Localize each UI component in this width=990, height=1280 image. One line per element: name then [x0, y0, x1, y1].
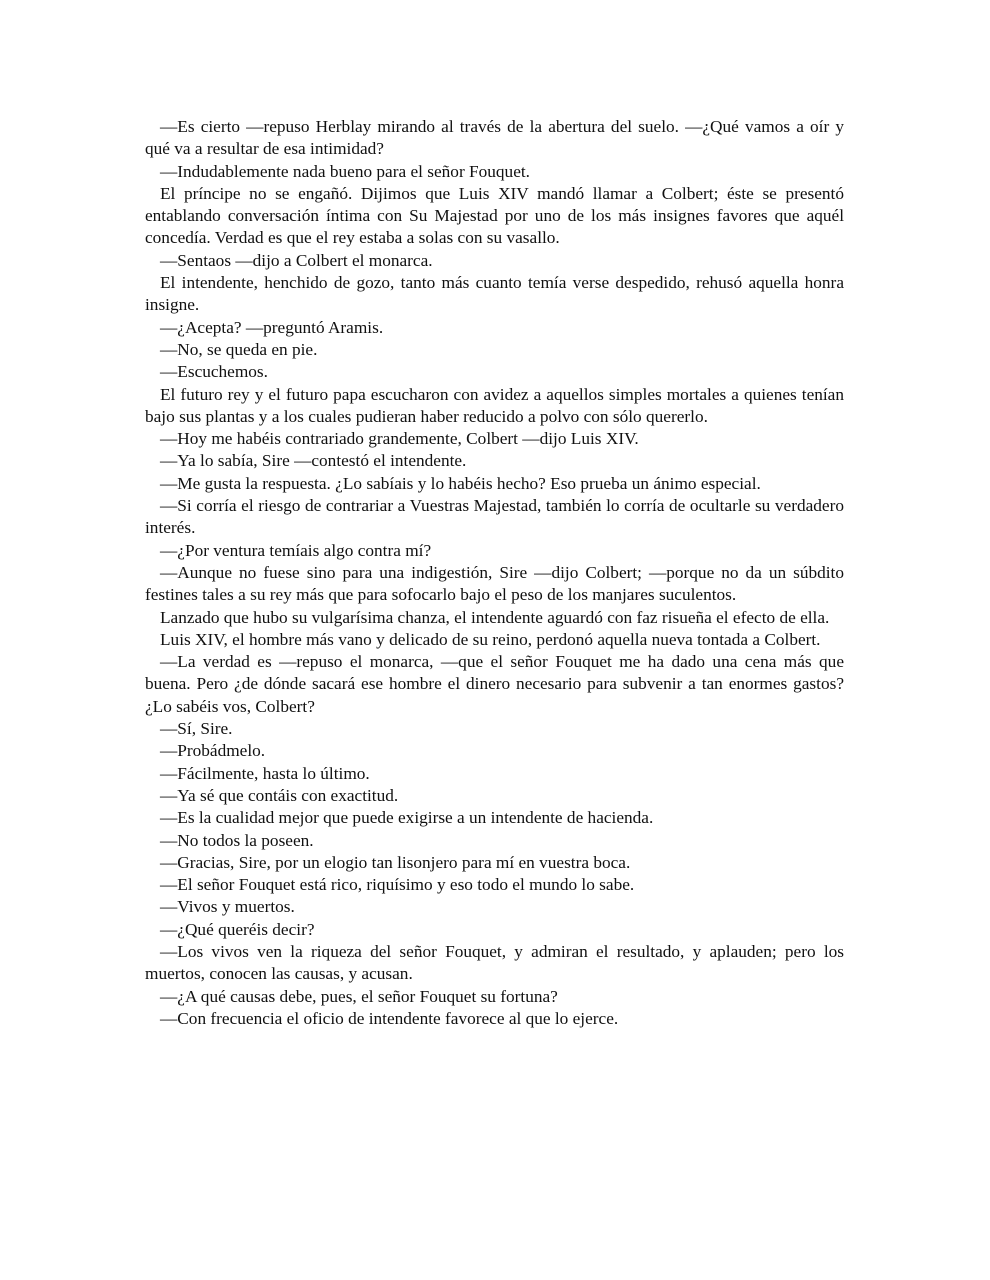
paragraph: El intendente, henchido de gozo, tanto más cuanto temía verse despedido, rehusó aquella honra insigne. [145, 273, 844, 315]
paragraph: —Vivos y muertos. [160, 897, 295, 917]
paragraph: Luis XIV, el hombre más vano y delicado de su reino, perdonó aquella nueva tontada a Colbert. [160, 629, 821, 649]
paragraph: —Me gusta la respuesta. ¿Lo sabíais y lo habéis hecho? Eso prueba un ánimo especial. [160, 473, 761, 493]
paragraph: —Sí, Sire. [160, 719, 233, 739]
paragraph: —¿Qué queréis decir? [160, 919, 315, 939]
paragraph: —La verdad es —repuso el monarca, —que el señor Fouquet me ha dado una cena más que buena. Pero ¿de dónde sacará ese hombre el dinero necesario para subvenir a tan enormes gastos? ¿Lo sabéis vos, Colbert? [145, 652, 844, 716]
paragraph: —El señor Fouquet está rico, riquísimo y eso todo el mundo lo sabe. [160, 875, 635, 895]
paragraph: —Ya sé que contáis con exactitud. [160, 785, 399, 805]
document-page [145, 116, 844, 1030]
paragraph: —Fácilmente, hasta lo último. [160, 763, 370, 783]
paragraph: El príncipe no se engañó. Dijimos que Luis XIV mandó llamar a Colbert; éste se presentó entablando conversación íntima con Su Majestad por uno de los más insignes favores que aquél concedía. Verdad es que el rey estaba a solas con su vasallo. [145, 183, 844, 248]
paragraph: —No todos la poseen. [160, 830, 314, 850]
paragraph: —Gracias, Sire, por un elogio tan lisonjero para mí en vuestra boca. [160, 852, 631, 872]
paragraph: —Aunque no fuese sino para una indigestión, Sire —dijo Colbert; —porque no da un súbdito festines tales a su rey más que para sofocarlo bajo el peso de los manjares suculentos. [145, 562, 844, 605]
paragraph: —Probádmelo. [160, 741, 266, 761]
paragraph: —Es cierto —repuso Herblay mirando al través de la abertura del suelo. —¿Qué vamos a oír y qué va a resultar de esa intimidad? [145, 117, 844, 159]
paragraph: —¿Por ventura temíais algo contra mí? [160, 540, 432, 560]
paragraph: —Escuchemos. [160, 362, 268, 382]
paragraph: Lanzado que hubo su vulgarísima chanza, el intendente aguardó con faz risueña el efecto de ella. [160, 607, 830, 627]
paragraph: —Ya lo sabía, Sire —contestó el intendente. [160, 451, 467, 471]
paragraph: El futuro rey y el futuro papa escucharon con avidez a aquellos simples mortales a quienes tenían bajo sus plantas y a los cuales pudieran haber reducido a polvo con sólo quererlo. [145, 384, 844, 426]
paragraph: —Con frecuencia el oficio de intendente favorece al que lo ejerce. [160, 1008, 619, 1028]
paragraph: —Sentaos —dijo a Colbert el monarca. [160, 250, 433, 270]
paragraph: —Es la cualidad mejor que puede exigirse a un intendente de hacienda. [160, 808, 654, 828]
paragraph: —Indudablemente nada bueno para el señor Fouquet. [160, 161, 530, 181]
paragraph: —Si corría el riesgo de contrariar a Vuestras Majestad, también lo corría de ocultarle su verdadero interés. [145, 496, 844, 538]
paragraph: —No, se queda en pie. [160, 339, 318, 359]
paragraph: —Los vivos ven la riqueza del señor Fouquet, y admiran el resultado, y aplauden; pero los muertos, conocen las causas, y acusan. [145, 941, 844, 984]
paragraph: —¿A qué causas debe, pues, el señor Fouquet su fortuna? [160, 986, 558, 1006]
paragraph: —¿Acepta? —preguntó Aramis. [160, 317, 384, 337]
paragraph: —Hoy me habéis contrariado grandemente, Colbert —dijo Luis XIV. [160, 429, 639, 449]
